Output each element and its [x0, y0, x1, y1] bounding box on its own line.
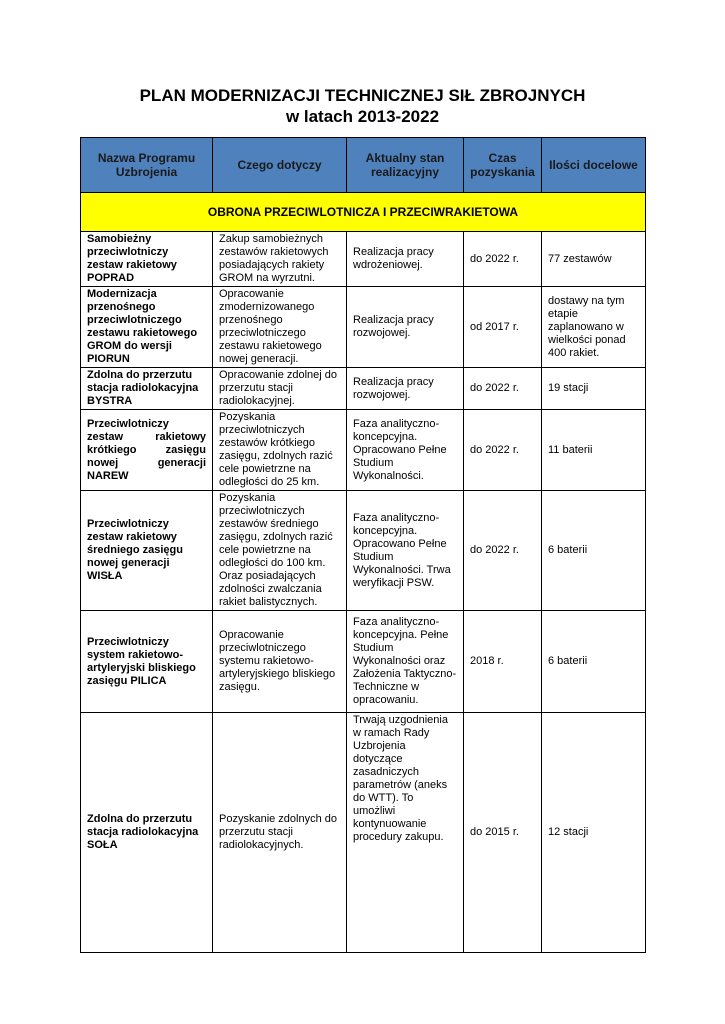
header-quantity: Ilości docelowe	[542, 138, 646, 193]
program-time: do 2022 r.	[464, 410, 542, 491]
program-quantity: 19 stacji	[542, 368, 646, 410]
table-row	[81, 491, 646, 611]
program-name: Przeciwlotniczy system rakietowo-artyleryjski bliskiego zasięgu PILICA	[81, 611, 213, 713]
table-row	[81, 713, 646, 953]
table-row	[81, 410, 646, 491]
program-time: do 2015 r.	[464, 713, 542, 953]
program-quantity: 77 zestawów	[542, 232, 646, 287]
document-title: PLAN MODERNIZACJI TECHNICZNEJ SIŁ ZBROJNYCH	[139, 86, 586, 105]
program-scope: Opracowanie zmodernizowanego przenośnego przeciwlotniczego zestawu rakietowego nowej generacji.	[213, 287, 347, 368]
document-subtitle: w latach 2013-2022	[285, 107, 440, 126]
program-name: Przeciwlotniczy zestaw rakietowy średniego zasięgu nowej generacji WISŁA	[81, 491, 213, 611]
program-time: do 2022 r.	[464, 368, 542, 410]
program-quantity: dostawy na tym etapie zaplanowano w wielkości ponad 400 rakiet.	[542, 287, 646, 368]
program-name: Zdolna do przerzutu stacja radiolokacyjna SOŁA	[81, 713, 213, 953]
program-time: do 2022 r.	[464, 491, 542, 611]
header-program: Nazwa Programu Uzbrojenia	[81, 138, 213, 193]
program-name: Modernizacja przenośnego przeciwlotniczego zestawu rakietowego GROM do wersji PIORUN	[81, 287, 213, 368]
program-time: od 2017 r.	[464, 287, 542, 368]
program-time: 2018 r.	[464, 611, 542, 713]
modernization-table	[80, 137, 646, 953]
header-time: Czas pozyskania	[464, 138, 542, 193]
program-scope: Opracowanie przeciwlotniczego systemu rakietowo-artyleryjskiego bliskiego zasięgu.	[213, 611, 347, 713]
program-status: Faza analityczno-koncepcyjna. Opracowano Pełne Studium Wykonalności.	[347, 410, 464, 491]
header-scope: Czego dotyczy	[213, 138, 347, 193]
table-row	[81, 611, 646, 713]
program-status: Realizacja pracy rozwojowej.	[347, 368, 464, 410]
program-quantity: 12 stacji	[542, 713, 646, 953]
program-time: do 2022 r.	[464, 232, 542, 287]
program-scope: Pozyskania przeciwlotniczych zestawów krótkiego zasięgu, zdolnych razić cele powietrzne na odległości do 25 km.	[213, 410, 347, 491]
table-row	[81, 368, 646, 410]
program-quantity: 6 baterii	[542, 491, 646, 611]
header-status: Aktualny stan realizacyjny	[347, 138, 464, 193]
program-name: Przeciwlotniczy zestaw rakietowy krótkiego zasięgu nowej generacji NAREW	[81, 410, 213, 491]
program-scope: Pozyskanie zdolnych do przerzutu stacji radiolokacyjnych.	[213, 713, 347, 953]
program-status: Realizacja pracy rozwojowej.	[347, 287, 464, 368]
program-status: Trwają uzgodnienia w ramach Rady Uzbrojenia dotyczące zasadniczych parametrów (aneks do WTT). To umożliwi kontynuowanie procedury zakupu.	[347, 713, 464, 953]
program-scope: Pozyskania przeciwlotniczych zestawów średniego zasięgu, zdolnych razić cele powietrzne na odległości do 100 km. Oraz posiadających zdolności zwalczania rakiet balistycznych.	[213, 491, 347, 611]
section-row	[81, 193, 646, 232]
program-name: Samobieżny przeciwlotniczy zestaw rakietowy POPRAD	[81, 232, 213, 287]
table-header-row	[81, 138, 646, 193]
table-row	[81, 232, 646, 287]
section-title: OBRONA PRZECIWLOTNICZA I PRZECIWRAKIETOWA	[81, 193, 646, 232]
program-status: Faza analityczno-koncepcyjna. Pełne Studium Wykonalności oraz Założenia Taktyczno-Techniczne w opracowaniu.	[347, 611, 464, 713]
program-status: Faza analityczno-koncepcyjna. Opracowano Pełne Studium Wykonalności. Trwa weryfikacji PSW.	[347, 491, 464, 611]
program-scope: Opracowanie zdolnej do przerzutu stacji radiolokacyjnej.	[213, 368, 347, 410]
program-quantity: 11 baterii	[542, 410, 646, 491]
program-status: Realizacja pracy wdrożeniowej.	[347, 232, 464, 287]
program-scope: Zakup samobieżnych zestawów rakietowych posiadających rakiety GROM na wyrzutni.	[213, 232, 347, 287]
program-name: Zdolna do przerzutu stacja radiolokacyjna BYSTRA	[81, 368, 213, 410]
table-row	[81, 287, 646, 368]
program-quantity: 6 baterii	[542, 611, 646, 713]
